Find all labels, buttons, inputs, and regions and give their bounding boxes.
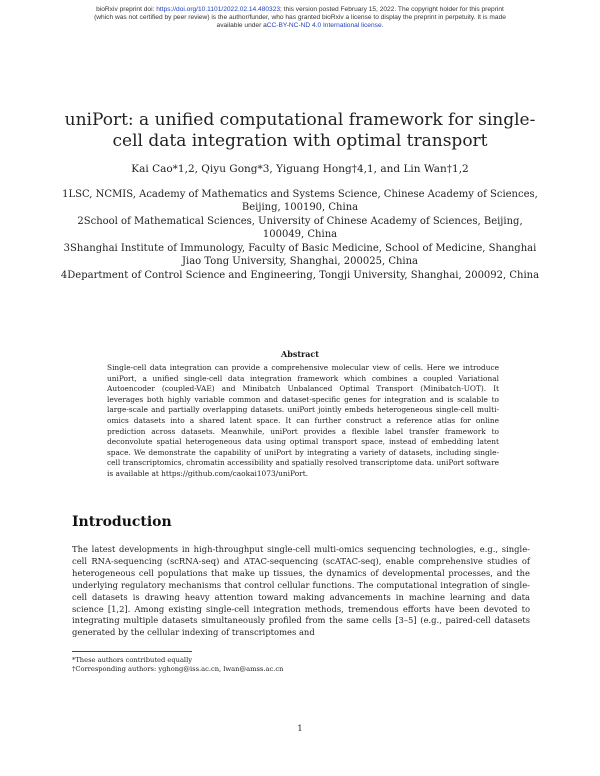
banner-line1-suffix: ; this version posted February 15, 2022. The copyright holder for this preprint (280, 6, 504, 13)
banner-line3-suffix: . (381, 22, 384, 30)
affiliation-4: 4Department of Control Science and Engineering, Tongji University, Shanghai, 200092, China (60, 269, 540, 281)
paper-title: uniPort: a unified computational framework for single-cell data integration with optimal transport (64, 110, 536, 151)
introduction-text: The latest developments in high-throughput single-cell multi-omics sequencing technologies, e.g., single-cell RNA-sequencing (scRNA-seq) and ATAC-sequencing (scATAC-seq), enable comprehensive studies of heterogeneous cell populations that make up tissues, the dynamics of developmental processes, and the underlying regulatory mechanisms that control cellular functions. The computational integration of single-cell datasets is drawing heavy attention toward making advancements in machine learning and data science [1,2]. Among existing single-cell integration methods, tremendous efforts have been devoted to integrating multiple datasets simultaneously profiled from the same cells [3–5] (e.g., paired-cell datasets generated by the cellular indexing of transcriptomes and (72, 544, 530, 638)
footnotes (72, 656, 530, 674)
author-list: Kai Cao*1,2, Qiyu Gong*3, Yiguang Hong†4,1, and Lin Wan†1,2 (131, 163, 469, 175)
banner-doi-prefix: bioRxiv preprint doi: (96, 6, 157, 13)
preprint-banner (40, 6, 560, 31)
introduction-heading: Introduction (72, 514, 172, 530)
footnote-corresponding: †Corresponding authors: yghong@iss.ac.cn, lwan@amss.ac.cn (72, 665, 284, 673)
affiliations (60, 188, 540, 282)
affiliation-3: 3Shanghai Institute of Immunology, Faculty of Basic Medicine, School of Medicine, Shanghai Jiao Tong University, Shanghai, 200025, China (63, 242, 537, 268)
license-link[interactable]: CC-BY-NC-ND 4.0 International license (266, 22, 382, 30)
banner-line3-prefix: available under a (216, 22, 267, 30)
footnote-equal-contribution: *These authors contributed equally (72, 656, 192, 664)
affiliation-1: 1LSC, NCMIS, Academy of Mathematics and Systems Science, Chinese Academy of Sciences, Beijing, 100190, China (62, 189, 538, 214)
doi-link[interactable]: https://doi.org/10.1101/2022.02.14.480323 (156, 6, 281, 13)
affiliation-2: 2School of Mathematical Sciences, University of Chinese Academy of Sciences, Beijing, 100049, China (77, 215, 523, 241)
banner-line2: (which was not certified by peer review) is the author/funder, who has granted bioRxiv a license to display the preprint in perpetuity. It is made (94, 14, 506, 22)
abstract-heading: Abstract (281, 349, 319, 359)
abstract-text: Single-cell data integration can provide a comprehensive molecular view of cells. Here we introduce uniPort, a unified single-cell data integration framework which combines a coupled Variational Autoencoder (coupled-VAE) and Minibatch Unbalanced Optimal Transport (Minibatch-UOT). It leverages both highly variable common and dataset-specific genes for integration and is scalable to large-scale and partially overlapping datasets. uniPort jointly embeds heterogeneous single-cell multi-omics datasets into a shared latent space. It can further construct a reference atlas for online prediction across datasets. Meanwhile, uniPort provides a flexible label transfer framework to deconvolute spatial heterogeneous data using optimal transport space, instead of embedding latent space. We demonstrate the capability of uniPort by integrating a variety of datasets, including single-cell transcriptomics, chromatin accessibility and spatially resolved transcriptome data. uniPort software is available at https://github.com/caokai1073/uniPort. (107, 363, 499, 478)
page-number: 1 (297, 724, 303, 734)
footnote-rule (72, 651, 192, 652)
